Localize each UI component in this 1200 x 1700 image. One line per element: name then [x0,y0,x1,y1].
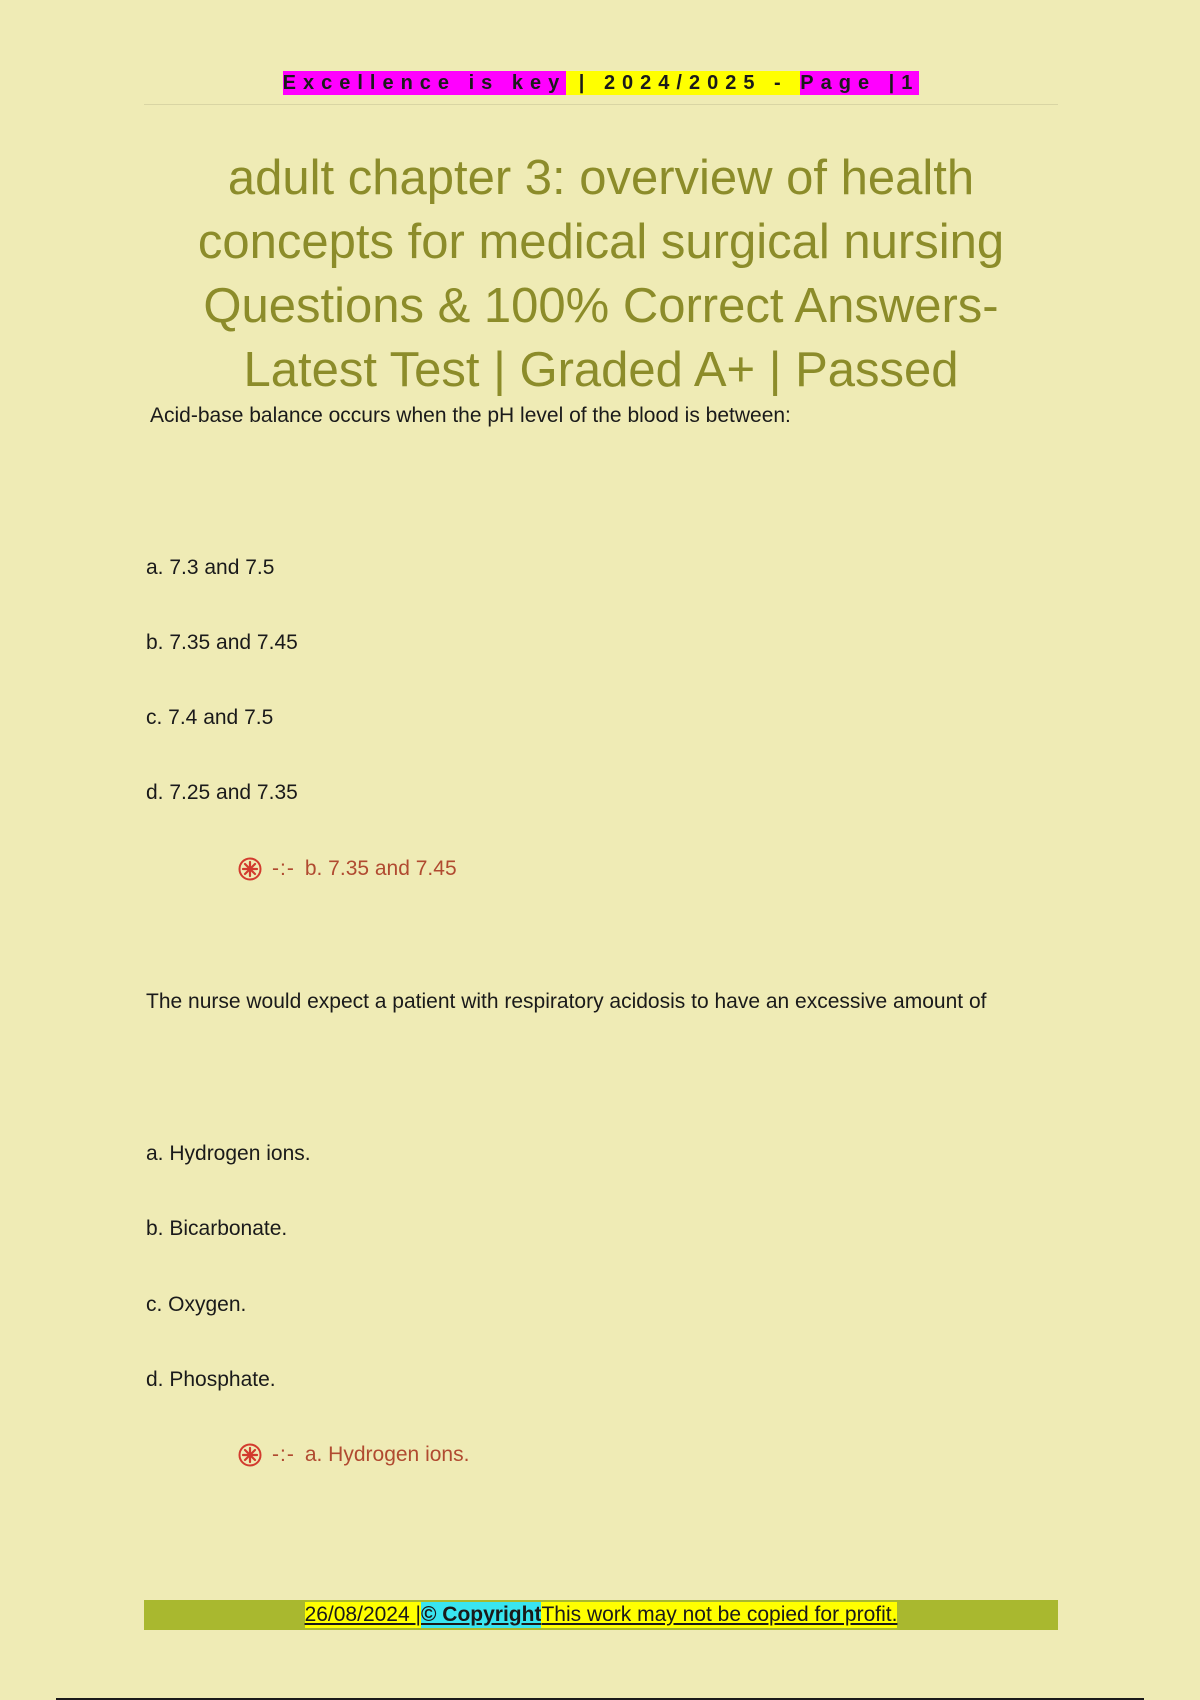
question-1-text: Acid-base balance occurs when the pH level of the blood is between: [150,404,791,427]
footer-notice: This work may not be copied for profit. [541,1603,898,1626]
header-page-label: Page | [800,72,902,94]
header-dash: - [761,72,801,94]
header-tagline: Excellence is key [282,72,567,94]
document-title: adult chapter 3: overview of health concepts for medical surgical nursing Questions & 100% Correct Answers- Latest Test | Graded A+ | Passed [197,151,1005,397]
question-1-option-b: b. 7.35 and 7.45 [146,631,298,654]
question-2-option-b: b. Bicarbonate. [146,1217,288,1240]
question-1-option-d: d. 7.25 and 7.35 [146,781,298,804]
answer-text: b. 7.35 and 7.45 [304,857,457,880]
header-divider [144,104,1058,105]
question-2-option-c: c. Oxygen. [146,1293,247,1316]
question-2-option-a: a. Hydrogen ions. [146,1142,311,1165]
header-year: 2024/2025 [603,72,762,94]
answer-text: a. Hydrogen ions. [304,1443,470,1466]
page-header [144,70,1058,96]
footer-copyright: © Copyright [420,1603,542,1626]
question-2-option-d: d. Phosphate. [146,1368,276,1391]
question-1-option-c: c. 7.4 and 7.5 [146,706,274,729]
answer-separator: -:- [272,1443,295,1466]
question-1-option-a: a. 7.3 and 7.5 [146,556,275,579]
header-page-number: 1 [901,72,920,94]
asterisk-wheel-icon [238,1443,262,1467]
asterisk-wheel-icon [238,857,262,881]
question-2-answer [238,1443,469,1467]
answer-separator: -:- [272,857,295,880]
footer-date: 26/08/2024 | [304,1603,421,1626]
question-2-text: The nurse would expect a patient with respiratory acidosis to have an excessive amount of [146,990,987,1013]
header-separator: | [566,72,604,94]
page-footer [144,1600,1058,1630]
question-1-answer [238,857,457,881]
